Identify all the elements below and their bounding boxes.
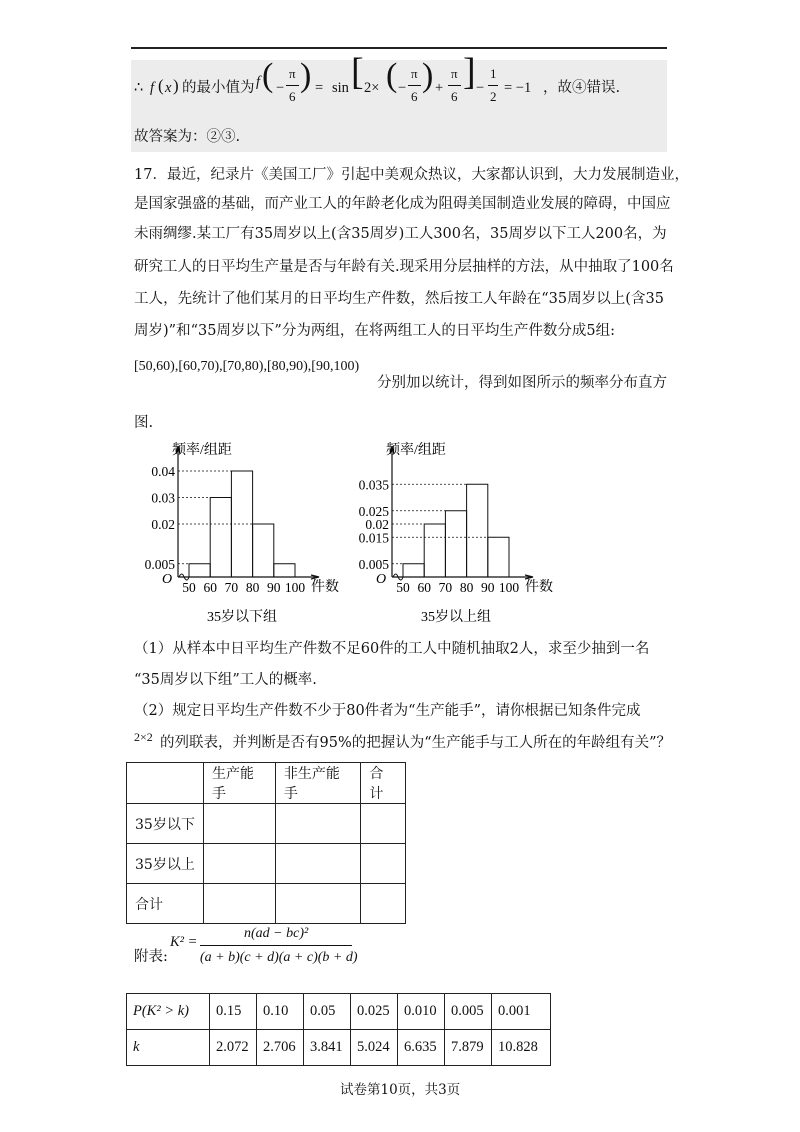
k-cell: 0.15 <box>210 994 257 1030</box>
after-intervals: 分别加以统计，得到如图所示的频率分布直方 <box>377 375 667 391</box>
x-tick-label: 70 <box>438 580 453 595</box>
histogram-under-35 <box>134 436 364 626</box>
ct-row-label: 35岁以上 <box>127 844 204 884</box>
table-row <box>127 804 406 844</box>
x-tick-label: 70 <box>224 580 239 595</box>
x-tick-label: 100 <box>284 580 306 595</box>
ct-cell[interactable] <box>204 884 276 924</box>
q2-math: 2×2 <box>134 730 153 744</box>
ct-header-cell: 生产能手 <box>204 763 276 804</box>
x-tick-label: 90 <box>481 580 495 595</box>
x-tick-label: 100 <box>498 580 520 595</box>
problem-line-3: 未雨绸缪.某工厂有35周岁以上(含35周岁)工人300名，35周岁以下工人200名，为 <box>134 226 667 242</box>
k-cell: 0.025 <box>351 994 398 1030</box>
appendix-label: 附表: <box>134 949 168 965</box>
k-cell: 5.024 <box>351 1030 398 1066</box>
eq-minus-1: − <box>276 80 285 96</box>
ct-corner <box>127 763 204 804</box>
ct-row-label: 合计 <box>127 884 204 924</box>
x-tick-label: 90 <box>267 580 281 595</box>
ct-cell[interactable] <box>275 804 361 844</box>
problem-line-1: 17．最近，纪录片《美国工厂》引起中美观众热议，大家都认识到，大力发展制造业， <box>134 167 689 183</box>
therefore-symbol: ∴ <box>134 80 144 96</box>
eq-f: f <box>256 74 261 90</box>
top-rule <box>131 47 667 49</box>
x-tick-label: 80 <box>245 580 260 595</box>
k-cell: 2.072 <box>210 1030 257 1066</box>
histogram-bar <box>253 524 274 577</box>
ct-cell[interactable] <box>275 844 361 884</box>
eq-minus-3: − <box>476 80 485 96</box>
k-cell: 3.841 <box>304 1030 351 1066</box>
y-tick-label: 0.005 <box>144 556 175 572</box>
k-cell: 0.05 <box>304 994 351 1030</box>
k-cell: 0.10 <box>257 994 304 1030</box>
k-cell: 0.001 <box>492 994 551 1030</box>
x-tick-label: 50 <box>396 580 410 595</box>
histogram-bar <box>189 564 210 577</box>
ct-cell[interactable] <box>361 884 406 924</box>
y-tick-label: 0.025 <box>358 503 389 519</box>
k-cell: 0.005 <box>445 994 492 1030</box>
y-tick-label: 0.02 <box>365 517 389 532</box>
eq-6-3: 6 <box>451 89 458 104</box>
q2-line1: （2）规定日平均生产件数不少于80件者为“生产能手”，请你根据已知条件完成 <box>134 703 641 719</box>
k-cell: 7.879 <box>445 1030 492 1066</box>
y-tick-label: 0.02 <box>151 517 175 532</box>
answer-line: 故答案为：②③. <box>134 129 241 145</box>
histogram-bar <box>467 484 488 577</box>
histogram-title: 35岁以下组 <box>207 610 277 625</box>
problem-line-2: 是国家强盛的基础，而产业工人的年龄老化成为阻碍美国制造业发展的障碍，中国应 <box>134 196 671 212</box>
page-footer: 试卷第10页，共3页 <box>340 1082 461 1098</box>
k-table <box>126 993 551 1066</box>
problem-line-5: 工人，先统计了他们某月的日平均生产件数，然后按工人年龄在“35周岁以上(含35 <box>134 291 664 307</box>
ct-header-row <box>127 763 406 804</box>
eq-minus-2: − <box>398 80 407 96</box>
k-cell: 10.828 <box>492 1030 551 1066</box>
eq-pi-2: π <box>411 66 418 81</box>
eq-pi-3: π <box>451 66 458 81</box>
fx-arg: x <box>165 80 172 96</box>
min-value-text: 的最小值为 <box>182 80 255 96</box>
ct-cell[interactable] <box>204 804 276 844</box>
k-table-k-label: k <box>127 1030 210 1066</box>
eq-6-2: 6 <box>411 89 418 104</box>
y-axis-label: 频率/组距 <box>172 443 232 458</box>
histogram-title: 35岁以上组 <box>421 610 491 625</box>
x-tick-label: 50 <box>182 580 196 595</box>
eq-sin: sin <box>332 80 349 96</box>
y-tick-label: 0.005 <box>358 556 389 572</box>
intervals: [50,60),[60,70),[70,80),[80,90),[90,100) <box>134 359 360 374</box>
histogram-bar <box>403 564 424 577</box>
k-cell: 6.635 <box>398 1030 445 1066</box>
table-row <box>127 844 406 884</box>
y-tick-label: 0.04 <box>151 464 175 479</box>
histogram-bar <box>210 498 231 578</box>
problem-line-4: 研究工人的日平均生产量是否与年龄有关.现采用分层抽样的方法，从中抽取了100名 <box>134 259 674 275</box>
y-tick-label: 0.03 <box>151 490 175 506</box>
ct-row-label: 35岁以下 <box>127 804 204 844</box>
eq-2x: 2× <box>364 80 380 96</box>
formula-numerator: n(ad − bc)² <box>244 926 309 941</box>
ct-header-cell: 非生产能手 <box>275 763 361 804</box>
formula-lhs: K² = <box>170 934 198 950</box>
histogram-bar <box>424 524 445 577</box>
k-cell: 2.706 <box>257 1030 304 1066</box>
origin-label: O <box>376 572 387 587</box>
ct-cell[interactable] <box>361 844 406 884</box>
origin-label: O <box>162 572 173 587</box>
histogram-bar <box>445 511 466 577</box>
ct-cell[interactable] <box>275 884 361 924</box>
fx-name: f <box>150 80 155 96</box>
after-intervals-2: 图. <box>134 415 154 431</box>
table-row <box>127 1030 551 1066</box>
histogram-bar <box>274 564 295 577</box>
eq-result: = −1 <box>504 80 532 96</box>
ct-header-cell: 合计 <box>361 763 406 804</box>
ct-cell[interactable] <box>204 844 276 884</box>
fraction-bar <box>200 945 352 946</box>
x-tick-label: 60 <box>203 580 217 595</box>
k-table-prob-label: P(K² > k) <box>127 994 210 1030</box>
eq-equals: = <box>315 80 324 96</box>
formula-denominator: (a + b)(c + d)(a + c)(b + d) <box>200 950 358 965</box>
eq-half-den: 2 <box>490 89 497 104</box>
x-axis-label: 件数 <box>525 580 553 595</box>
x-tick-label: 80 <box>459 580 474 595</box>
q1-line2: “35周岁以下组”工人的概率. <box>134 672 317 688</box>
table-row <box>127 884 406 924</box>
eq-6-1: 6 <box>289 89 296 104</box>
table-row <box>127 994 551 1030</box>
y-tick-label: 0.035 <box>358 477 389 493</box>
problem-line-6: 周岁)”和“35周岁以下”分为两组，在将两组工人的日平均生产件数分成5组: <box>134 323 615 339</box>
histogram-over-35 <box>348 436 578 626</box>
x-tick-label: 60 <box>417 580 431 595</box>
eq-pi-1: π <box>289 66 296 81</box>
eq-half-num: 1 <box>490 66 497 81</box>
q1-line1: （1）从样本中日平均生产件数不足60件的工人中随机抽取2人，求至少抽到一名 <box>134 641 650 657</box>
q2-line2: 的列联表，并判断是否有95%的把握认为“生产能手与工人所在的年龄组有关”？ <box>160 735 672 751</box>
histogram-bar <box>488 537 509 577</box>
y-tick-label: 0.015 <box>358 530 389 546</box>
eq-plus: + <box>435 80 444 96</box>
contingency-table <box>126 762 406 924</box>
k-cell: 0.010 <box>398 994 445 1030</box>
ct-cell[interactable] <box>361 804 406 844</box>
x-axis-label: 件数 <box>311 580 339 595</box>
y-axis-label: 频率/组距 <box>386 443 446 458</box>
wrong-statement: ，故④错误. <box>543 80 621 96</box>
